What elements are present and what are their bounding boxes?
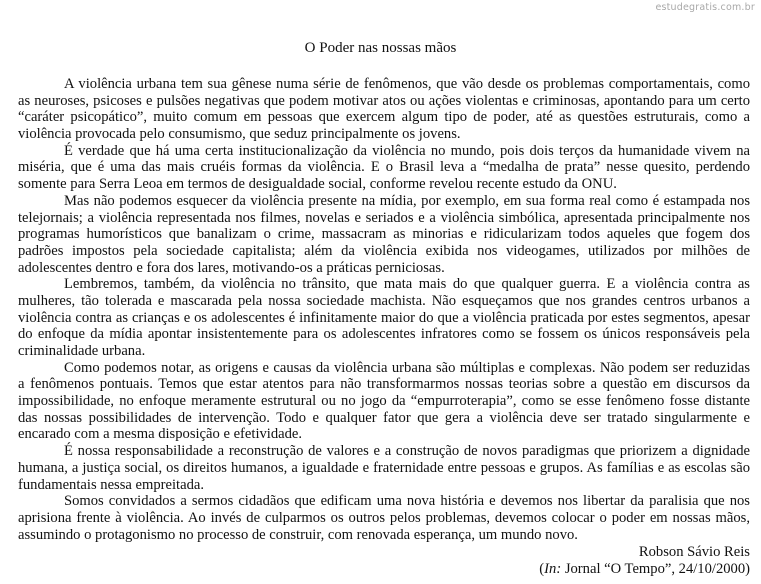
paragraph-line: somente para Serra Leoa em termos de desigualdade social, conforme revelou recente estudo da ONU.	[18, 176, 617, 193]
paragraph-line: Somos convidados a sermos cidadãos que edificam uma nova história e devemos nos libertar da paralisia que nos	[64, 493, 750, 510]
source-prefix: (	[539, 560, 545, 577]
author: Robson Sávio Reis	[638, 544, 750, 560]
paragraph-line: telejornais; a violência representada nos filmes, novelas e seriados e a violência simbólica, apresentada principalmente nos	[18, 209, 750, 226]
paragraph-line: violência contra as crianças e os adolescentes é infinitamente maior do que a violência praticada por estes segmentos, apesar	[18, 309, 750, 326]
paragraph-line: aprisiona frente à violência. Ao invés de culparmos os outros pelos problemas, devemos colocar o poder em nossas mãos,	[18, 509, 750, 526]
watermark: estudegratis.com.br	[655, 2, 755, 13]
paragraph-line: assumindo o protagonismo no processo de construir, com renovada esperança, um mundo novo.	[18, 526, 578, 543]
paragraph-line: Mas não podemos esquecer da violência presente na mídia, por exemplo, em sua forma real como é estampada nos	[64, 192, 750, 209]
paragraph-line: padrões impostos pela sociedade capitalista; além da violência exibida nos videogames, utilizados por milhões de	[18, 242, 750, 259]
signature-block	[18, 544, 750, 577]
document-body	[18, 76, 750, 543]
paragraph-line: humana, a justiça social, os direitos humanos, a igualdade e fraternidade entre pessoas e grupos. As famílias e as escolas são	[18, 459, 750, 476]
paragraph-line: fundamentais nessa empreitada.	[18, 476, 204, 493]
paragraph-line: É nossa responsabilidade a reconstrução de valores e a construção de novos paradigmas que priorizem a dignidade	[64, 443, 750, 460]
paragraph-line: adolescentes dentro e fora dos lares, motivando-os a práticas perniciosas.	[18, 259, 445, 276]
source-citation	[18, 561, 750, 578]
paragraph-line: encarado com a mesma disposição e efetividade.	[18, 426, 303, 443]
paragraph-line: das nossas possibilidades de intervenção. Todo e qualquer fator que gera a violência deve ser tratado singularmente e	[18, 409, 750, 426]
paragraph	[18, 360, 750, 443]
paragraph-line: a fenômenos pontuais. Temos que estar atentos para não transformarmos nossas teorias sobre a questão em discursos da	[18, 376, 750, 393]
paragraph-line: “caráter psicopático”, muito comum em pessoas que exercem algum tipo de poder, até as questões estruturais, como a	[18, 109, 750, 126]
paragraph-line: programas humorísticos que banalizam o crime, massacram as minorias e ridicularizam todos aqueles que fogem dos	[18, 226, 750, 243]
paragraph-line: Lembremos, também, da violência no trânsito, que mata mais do que qualquer guerra. E a violência contra as	[64, 276, 750, 293]
paragraph-line: impossibilidade, no enfoque meramente estrutural ou no jogo da “empurroterapia”, como se esse fenômeno fosse distante	[18, 393, 750, 410]
source-in: In:	[544, 560, 562, 577]
paragraph-line: A violência urbana tem sua gênese numa série de fenômenos, que vão desde os problemas comportamentais, como	[64, 76, 750, 92]
paragraph	[18, 143, 750, 193]
paragraph-line: É verdade que há uma certa institucionalização da violência no mundo, pois dois terços da humanidade vivem na	[64, 142, 750, 159]
paragraph-line: miséria, que é uma das mais cruéis formas da violência. E o Brasil leva a “medalha de prata” nesse quesito, perdendo	[18, 159, 750, 176]
paragraph-line: do enfoque da mídia apontar insistentemente para os adolescentes infratores como se fossem os únicos responsáveis pela	[18, 326, 750, 343]
paragraph	[18, 443, 750, 493]
paragraph-line: Como podemos notar, as origens e causas da violência urbana são múltiplas e complexas. Não podem ser reduzidas	[64, 359, 750, 376]
paragraph-line: criminalidade urbana.	[18, 343, 146, 359]
document-title: O Poder nas nossas mãos	[304, 40, 457, 56]
paragraph-line: as neuroses, psicoses e pulsões negativas que podem motivar atos ou ações violentas e criminosas, apontando para um certo	[18, 92, 750, 109]
paragraph	[18, 276, 750, 359]
paragraph-line: violência provocada pelo consumismo, que seduz principalmente os jovens.	[18, 126, 461, 143]
paragraph-line: mulheres, tão tolerada e mascarada pela nossa sociedade machista. Não esqueçamos que nos grandes centros urbanos a	[18, 292, 750, 309]
paragraph	[18, 193, 750, 276]
paragraph	[18, 76, 750, 143]
source-rest: Jornal “O Tempo”, 24/10/2000)	[561, 560, 750, 577]
paragraph	[18, 493, 750, 543]
